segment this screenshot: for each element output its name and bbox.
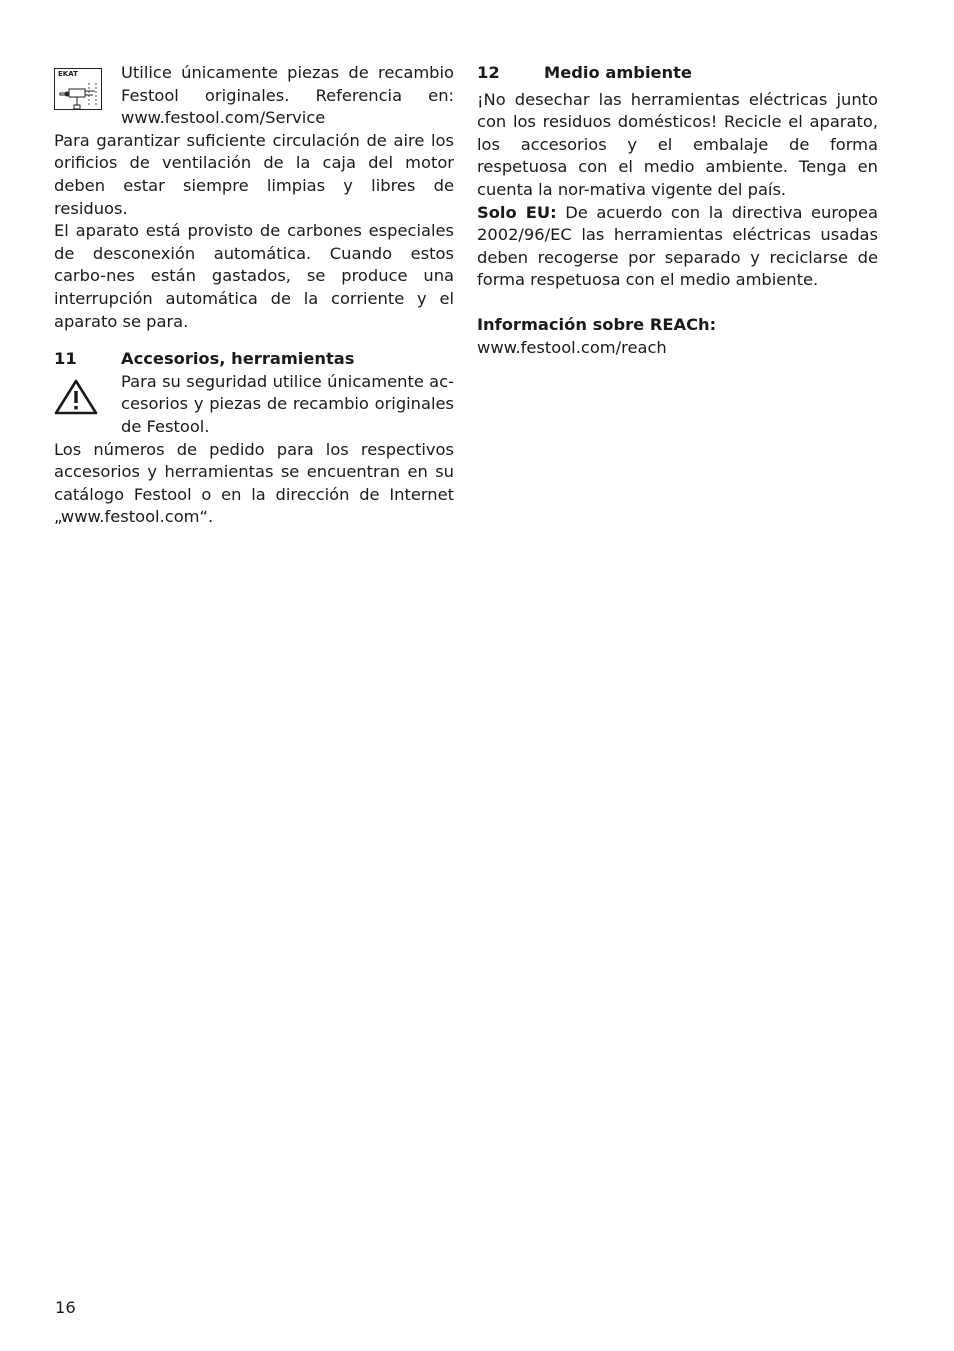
reach-heading: Información sobre REACh: [477,314,717,334]
eu-label: Solo EU: [477,202,557,222]
left-column [54,62,454,529]
ekat-icon [54,68,102,110]
section-12-paragraph: ¡No desechar las herramientas eléctricas junto con los residuos domésticos! Recicle el aparato, los accesorios y el embalaje de forma respetuosa con el medio ambiente. Tenga en cuenta la nor-mativa vigente del país. [477,89,878,199]
warning-icon-box [54,371,121,439]
section-12-title: Medio ambiente [544,63,692,82]
section-12-number: 12 [477,63,500,82]
ekat-icon-box [54,62,121,130]
eu-paragraph [477,202,878,292]
carbons-paragraph: El aparato está provisto de carbones especiales de desconexión automática. Cuando estos carbo-nes están gastados, se produce una interrupción automática de la corriente y el aparato se para. [54,221,454,331]
section-11-number: 11 [54,349,77,369]
section-11-title: Accesorios, herramientas [121,349,355,369]
section-11-heading [54,348,454,371]
reach-url[interactable]: www.festool.com/reach [477,337,667,357]
warning-icon [54,379,98,415]
section-11-paragraph: Los números de pedido para los respectivos accesorios y herramientas se encuentran en su catálogo Festool o en la dirección de Internet „www.festool.com“. [54,439,454,527]
spare-parts-text: Utilice únicamente piezas de recambio Festool originales. Referencia en: www.festool.com/Service [121,63,454,128]
page-number: 16 [55,1298,76,1317]
ventilation-paragraph: Para garantizar suficiente circulación de aire los orificios de ventilación de la caja del motor deben estar siempre limpias y libres de residuos. [54,130,454,218]
section-12-heading [477,62,878,85]
section-11-warning-text: Para su seguridad utilice únicamente ac-cesorios y piezas de recambio originales de Festool. [121,371,454,436]
eu-text: De acuerdo con la directiva europea 2002/96/EC las herramientas eléctricas usadas deben recogerse por separado y reciclarse de forma respetuosa con el medio ambiente. [477,202,878,290]
ekat-icon-label: EKAT [58,70,78,78]
section-11-warning-block [54,371,454,439]
right-column [477,62,878,359]
spare-parts-block [54,62,454,130]
